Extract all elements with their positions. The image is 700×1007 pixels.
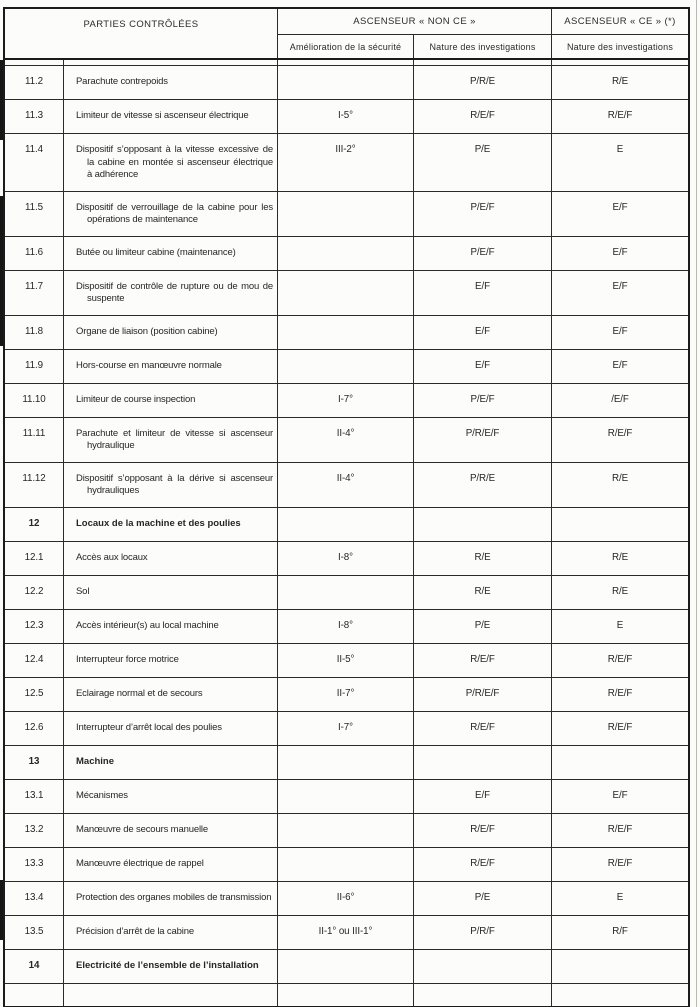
row-nature-investigations-non-ce bbox=[414, 746, 552, 779]
scan-edge-artifact bbox=[0, 60, 3, 140]
row-number: 12.2 bbox=[5, 576, 64, 609]
table-row bbox=[5, 712, 688, 746]
row-number: 11.3 bbox=[5, 100, 64, 133]
row-nature-investigations-non-ce: R/E bbox=[414, 576, 552, 609]
table-row bbox=[5, 678, 688, 712]
row-nature-investigations-non-ce: R/E/F bbox=[414, 100, 552, 133]
row-nature-investigations-ce bbox=[552, 950, 688, 983]
row-label: Interrupteur d’arrêt local des poulies bbox=[64, 712, 278, 745]
row-number: 13.2 bbox=[5, 814, 64, 847]
row-amelioration-securite: I-5° bbox=[278, 100, 414, 133]
row-amelioration-securite bbox=[278, 950, 414, 983]
table-row bbox=[5, 271, 688, 316]
table-body bbox=[5, 66, 688, 984]
subheader-amelioration-securite: Amélioration de la sécurité bbox=[278, 35, 414, 58]
table-row bbox=[5, 814, 688, 848]
row-label: Locaux de la machine et des poulies bbox=[64, 508, 278, 541]
partial-cell bbox=[414, 984, 552, 1006]
row-label: Parachute contrepoids bbox=[64, 66, 278, 99]
row-number: 11.6 bbox=[5, 237, 64, 270]
row-nature-investigations-ce: R/F bbox=[612, 925, 628, 937]
row-number: 12.4 bbox=[5, 644, 64, 677]
row-label: Organe de liaison (position cabine) bbox=[64, 316, 278, 349]
row-nature-investigations-non-ce: E/F bbox=[414, 316, 552, 349]
subheader-nature-investigations-ce: Nature des investigations bbox=[566, 41, 674, 52]
row-nature-investigations-ce: R/E/F bbox=[607, 857, 633, 869]
header-ascenseur-ce: ASCENSEUR « CE » (*) bbox=[552, 9, 688, 35]
table-row bbox=[5, 780, 688, 814]
row-amelioration-securite bbox=[278, 237, 414, 270]
row-nature-investigations-non-ce: E/F bbox=[414, 780, 552, 813]
table-row bbox=[5, 66, 688, 100]
row-nature-investigations-non-ce bbox=[414, 950, 552, 983]
row-number: 11.8 bbox=[5, 316, 64, 349]
row-nature-investigations-non-ce: P/E/F bbox=[414, 384, 552, 417]
row-amelioration-securite: II-5° bbox=[278, 644, 414, 677]
row-amelioration-securite bbox=[278, 848, 414, 881]
row-amelioration-securite: II-6° bbox=[278, 882, 414, 915]
row-nature-investigations-ce: E/F bbox=[612, 325, 628, 337]
table-row bbox=[5, 882, 688, 916]
row-nature-investigations-ce: E bbox=[616, 144, 624, 155]
scan-edge-artifact bbox=[0, 196, 3, 346]
row-label: Protection des organes mobiles de transmission bbox=[64, 882, 278, 915]
row-nature-investigations-ce: R/E/F bbox=[607, 110, 633, 121]
row-nature-investigations-non-ce: P/R/E bbox=[414, 66, 552, 99]
row-number: 12 bbox=[5, 508, 64, 541]
header-ascenseur-non-ce: ASCENSEUR « NON CE » bbox=[278, 9, 552, 35]
row-nature-investigations-non-ce: P/R/E bbox=[414, 463, 552, 507]
row-number: 11.5 bbox=[5, 192, 64, 236]
partial-cell bbox=[64, 60, 278, 65]
row-amelioration-securite: I-8° bbox=[278, 542, 414, 575]
row-label: Interrupteur force motrice bbox=[64, 644, 278, 677]
row-number: 11.12 bbox=[5, 463, 64, 507]
row-nature-investigations-non-ce: P/R/F bbox=[414, 916, 552, 949]
row-nature-investigations-ce: R/E/F bbox=[607, 721, 633, 733]
row-number: 12.5 bbox=[5, 678, 64, 711]
row-nature-investigations-ce: E/F bbox=[612, 359, 628, 371]
row-nature-investigations-ce: E/F bbox=[612, 280, 628, 292]
row-number: 11.7 bbox=[5, 271, 64, 315]
row-number: 12.6 bbox=[5, 712, 64, 745]
partial-row-bottom bbox=[5, 984, 688, 1006]
table-row bbox=[5, 916, 688, 950]
row-number: 11.2 bbox=[5, 66, 64, 99]
row-nature-investigations-non-ce: R/E bbox=[414, 542, 552, 575]
table-row bbox=[5, 134, 688, 192]
partial-cell bbox=[552, 60, 688, 65]
scan-edge-artifact bbox=[0, 880, 3, 940]
row-amelioration-securite: I-7° bbox=[278, 712, 414, 745]
row-number: 11.9 bbox=[5, 350, 64, 383]
row-amelioration-securite bbox=[278, 192, 414, 236]
row-number: 11.4 bbox=[5, 134, 64, 191]
row-nature-investigations-ce: E bbox=[616, 619, 624, 631]
row-nature-investigations-ce: E/F bbox=[612, 201, 628, 213]
row-label: Butée ou limiteur cabine (maintenance) bbox=[64, 237, 278, 270]
row-nature-investigations-ce bbox=[552, 508, 688, 541]
table-row bbox=[5, 463, 688, 508]
row-nature-investigations-ce: R/E/F bbox=[607, 653, 633, 665]
row-number: 13.4 bbox=[5, 882, 64, 915]
partial-cell bbox=[5, 984, 64, 1006]
row-nature-investigations-non-ce bbox=[414, 508, 552, 541]
row-label: Manœuvre de secours manuelle bbox=[64, 814, 278, 847]
table-row bbox=[5, 418, 688, 463]
row-number: 13.3 bbox=[5, 848, 64, 881]
row-nature-investigations-ce: R/E bbox=[611, 76, 629, 87]
row-label: Parachute et limiteur de vitesse si ascenseur hydraulique bbox=[64, 418, 278, 462]
row-number: 11.10 bbox=[5, 384, 64, 417]
row-nature-investigations-ce: E/F bbox=[612, 789, 628, 801]
table-header bbox=[5, 9, 688, 60]
row-label: Machine bbox=[64, 746, 278, 779]
row-label: Mécanismes bbox=[64, 780, 278, 813]
table-row bbox=[5, 508, 688, 542]
row-nature-investigations-non-ce: E/F bbox=[414, 350, 552, 383]
table-row bbox=[5, 384, 688, 418]
row-label: Dispositif s’opposant à la vitesse excessive de la cabine en montée si ascenseur électrique à adhérence bbox=[64, 134, 278, 191]
table-row bbox=[5, 542, 688, 576]
partial-cell bbox=[552, 984, 688, 1006]
row-nature-investigations-non-ce: P/R/E/F bbox=[414, 418, 552, 462]
partial-cell bbox=[278, 60, 414, 65]
row-nature-investigations-non-ce: P/E/F bbox=[414, 237, 552, 270]
row-label: Hors-course en manœuvre normale bbox=[64, 350, 278, 383]
table-row bbox=[5, 610, 688, 644]
table-row bbox=[5, 848, 688, 882]
row-label: Sol bbox=[64, 576, 278, 609]
header-parties-controlees: PARTIES CONTRÔLÉES bbox=[5, 9, 278, 58]
row-nature-investigations-ce: /E/F bbox=[611, 393, 629, 405]
row-amelioration-securite bbox=[278, 508, 414, 541]
row-amelioration-securite: I-8° bbox=[278, 610, 414, 643]
row-amelioration-securite bbox=[278, 746, 414, 779]
row-nature-investigations-non-ce: R/E/F bbox=[414, 848, 552, 881]
row-label: Manœuvre électrique de rappel bbox=[64, 848, 278, 881]
row-nature-investigations-ce: R/E bbox=[611, 585, 629, 597]
row-amelioration-securite bbox=[278, 66, 414, 99]
scan-edge-line bbox=[696, 0, 697, 1007]
row-nature-investigations-non-ce: P/E bbox=[414, 134, 552, 191]
row-amelioration-securite: II-1° ou III-1° bbox=[278, 916, 414, 949]
row-label: Eclairage normal et de secours bbox=[64, 678, 278, 711]
table-row bbox=[5, 350, 688, 384]
row-label: Limiteur de course inspection bbox=[64, 384, 278, 417]
row-label: Limiteur de vitesse si ascenseur électrique bbox=[64, 100, 278, 133]
row-nature-investigations-ce: R/E/F bbox=[607, 427, 633, 439]
table-row bbox=[5, 746, 688, 780]
partial-cell bbox=[414, 60, 552, 65]
row-label: Dispositif de contrôle de rupture ou de mou de suspente bbox=[64, 271, 278, 315]
row-number: 12.3 bbox=[5, 610, 64, 643]
row-nature-investigations-ce: R/E bbox=[611, 551, 629, 563]
partial-cell bbox=[278, 984, 414, 1006]
row-label: Dispositif de verrouillage de la cabine pour les opérations de maintenance bbox=[64, 192, 278, 236]
row-nature-investigations-ce: R/E/F bbox=[607, 823, 633, 835]
row-amelioration-securite bbox=[278, 271, 414, 315]
row-nature-investigations-non-ce: P/E/F bbox=[414, 192, 552, 236]
table-row bbox=[5, 316, 688, 350]
row-label: Précision d’arrêt de la cabine bbox=[64, 916, 278, 949]
row-nature-investigations-non-ce: R/E/F bbox=[414, 712, 552, 745]
row-nature-investigations-ce bbox=[552, 746, 688, 779]
subheader-nature-investigations-non-ce: Nature des investigations bbox=[414, 35, 552, 58]
row-number: 11.11 bbox=[5, 418, 64, 462]
row-amelioration-securite: II-4° bbox=[278, 418, 414, 462]
row-number: 13.5 bbox=[5, 916, 64, 949]
row-label: Electricité de l’ensemble de l’installation bbox=[64, 950, 278, 983]
row-amelioration-securite: II-4° bbox=[278, 463, 414, 507]
row-nature-investigations-ce: R/E/F bbox=[607, 687, 633, 699]
row-number: 14 bbox=[5, 950, 64, 983]
row-amelioration-securite bbox=[278, 576, 414, 609]
table-row bbox=[5, 576, 688, 610]
row-nature-investigations-non-ce: P/R/E/F bbox=[414, 678, 552, 711]
partial-cell bbox=[5, 60, 64, 65]
row-nature-investigations-non-ce: R/E/F bbox=[414, 814, 552, 847]
table-row bbox=[5, 192, 688, 237]
row-amelioration-securite: III-2° bbox=[278, 134, 414, 191]
partial-cell bbox=[64, 984, 278, 1006]
table-row bbox=[5, 644, 688, 678]
row-number: 12.1 bbox=[5, 542, 64, 575]
row-nature-investigations-ce: E/F bbox=[612, 246, 628, 258]
table-row bbox=[5, 950, 688, 984]
row-amelioration-securite: II-7° bbox=[278, 678, 414, 711]
row-amelioration-securite bbox=[278, 814, 414, 847]
row-label: Dispositif s’opposant à la dérive si ascenseur hydrauliques bbox=[64, 463, 278, 507]
row-amelioration-securite: I-7° bbox=[278, 384, 414, 417]
row-nature-investigations-ce: R/E bbox=[611, 472, 629, 484]
row-amelioration-securite bbox=[278, 316, 414, 349]
row-nature-investigations-ce: E bbox=[616, 891, 624, 903]
row-nature-investigations-non-ce: R/E/F bbox=[414, 644, 552, 677]
row-amelioration-securite bbox=[278, 350, 414, 383]
row-nature-investigations-non-ce: P/E bbox=[414, 882, 552, 915]
inspection-table bbox=[3, 7, 690, 1007]
table-row bbox=[5, 237, 688, 271]
row-label: Accès intérieur(s) au local machine bbox=[64, 610, 278, 643]
row-label: Accès aux locaux bbox=[64, 542, 278, 575]
row-number: 13.1 bbox=[5, 780, 64, 813]
table-row bbox=[5, 100, 688, 134]
row-number: 13 bbox=[5, 746, 64, 779]
row-amelioration-securite bbox=[278, 780, 414, 813]
row-nature-investigations-non-ce: P/E bbox=[414, 610, 552, 643]
row-nature-investigations-non-ce: E/F bbox=[414, 271, 552, 315]
